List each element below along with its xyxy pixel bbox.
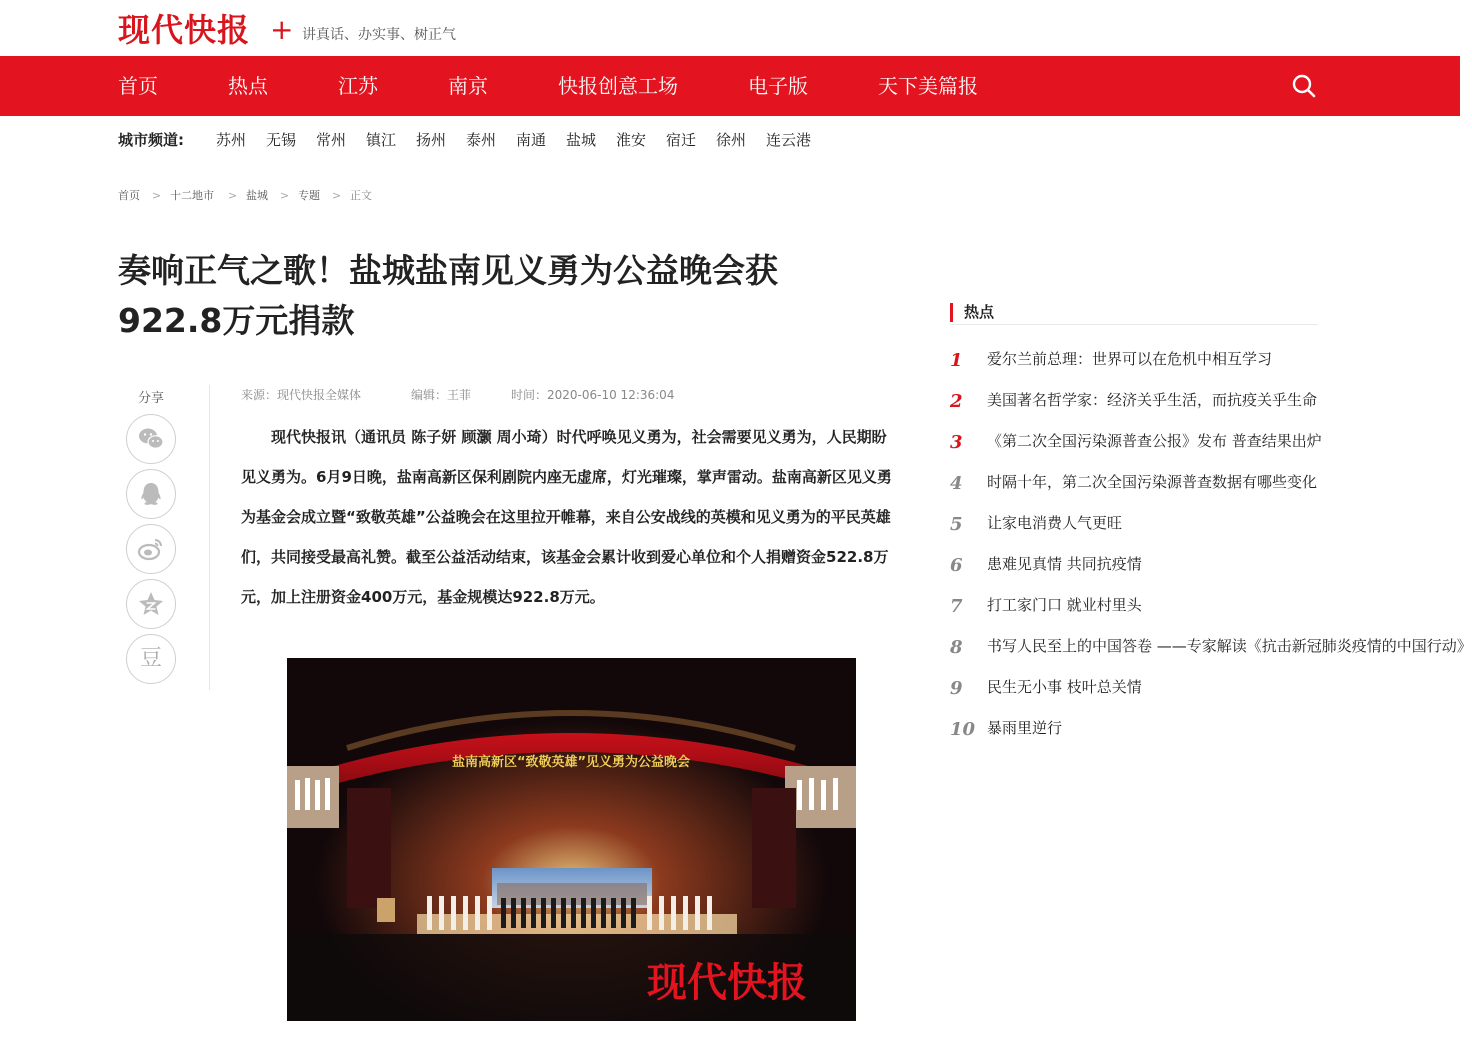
nav-item-home[interactable]: 首页 (118, 74, 158, 98)
hot-item-rank: 8 (950, 637, 963, 658)
city-link-wuxi[interactable]: 无锡 (266, 131, 297, 149)
article-time: 时间：2020-06-10 12:36:04 (511, 388, 675, 402)
breadcrumb-current: 正文 (350, 189, 372, 202)
search-icon[interactable] (1290, 72, 1318, 100)
city-link-suzhou[interactable]: 苏州 (216, 131, 247, 149)
nav-item-epaper[interactable]: 电子版 (748, 74, 808, 98)
share-qq-button[interactable] (126, 469, 176, 519)
hot-item-rank: 7 (950, 596, 963, 617)
hot-item-rank: 10 (950, 719, 976, 740)
hot-item-link[interactable]: 暴雨里逆行 (987, 719, 1063, 737)
hot-item-rank: 1 (950, 350, 963, 371)
city-link-suqian[interactable]: 宿迁 (666, 131, 697, 149)
article-title: 奏响正气之歌！盐城盐南见义勇为公益晚会获922.8万元捐款 (118, 251, 778, 340)
site-slogan: 讲真话、办实事、树正气 (302, 27, 456, 43)
breadcrumb-topic[interactable]: 专题 (298, 189, 320, 202)
hot-list-header (950, 303, 1318, 325)
share-wechat-button[interactable] (126, 414, 176, 464)
logo-plus: + (270, 13, 294, 46)
photo-banner-text: 盐南高新区“致敬英雄”见义勇为公益晚会 (451, 755, 691, 770)
hot-item-link[interactable]: 《第二次全国污染源普查公报》发布 普查结果出炉 (987, 432, 1322, 450)
article-photo (287, 658, 856, 1021)
nav-item-hot[interactable]: 热点 (228, 74, 268, 98)
hot-item-link[interactable]: 打工家门口 就业村里头 (987, 596, 1142, 614)
hot-item-link[interactable]: 美国著名哲学家：经济关乎生活，而抗疫关乎生命 (987, 391, 1318, 409)
hot-item[interactable] (950, 509, 1318, 537)
article-source: 来源：现代快报全媒体 (241, 388, 362, 402)
share-douban-button[interactable] (126, 634, 176, 684)
nav-item-creative[interactable]: 快报创意工场 (558, 74, 678, 98)
nav-item-nanjing[interactable]: 南京 (448, 74, 488, 98)
hot-item[interactable] (950, 714, 1318, 742)
city-link-yangzhou[interactable]: 扬州 (416, 131, 447, 149)
share-qzone-button[interactable] (126, 579, 176, 629)
hot-list-accent (950, 303, 953, 322)
hot-item[interactable] (950, 632, 1472, 660)
city-link-xuzhou[interactable]: 徐州 (716, 131, 747, 149)
share-panel (118, 385, 210, 690)
hot-item-link[interactable]: 患难见真情 共同抗疫情 (987, 555, 1142, 573)
article-body: 现代快报讯（通讯员 陈子妍 顾灏 周小琦）时代呼唤见义勇为，社会需要见义勇为，人民期盼见义勇为。6月9日晚，盐南高新区保利剧院内座无虚席，灯光璀璨，掌声雷动。盐南高新区见义勇为基金会成立暨“致敬英雄”公益晚会在这里拉开帷幕，来自公安战线的英模和见义勇为的平民英雄们，共同接受最高礼赞。截至公益活动结束，该基金会累计收到爱心单位和个人捐赠资金522.8万元，加上注册资金400万元，基金规模达922.8万元。 (241, 428, 892, 606)
douban-icon: 豆 (139, 646, 162, 671)
city-link-yancheng[interactable]: 盐城 (566, 131, 597, 149)
chevron-right-icon: > (332, 189, 342, 202)
nav-item-jiangsu[interactable]: 江苏 (338, 74, 378, 98)
breadcrumb-home[interactable]: 首页 (118, 189, 140, 202)
hot-item-rank: 6 (950, 555, 963, 576)
main-nav (0, 56, 1460, 116)
hot-item-link[interactable]: 爱尔兰前总理：世界可以在危机中相互学习 (987, 350, 1273, 368)
share-label: 分享 (137, 391, 164, 406)
wechat-icon (136, 424, 166, 454)
site-logo[interactable]: 现代快报 (118, 11, 251, 49)
hot-item[interactable] (950, 673, 1318, 701)
breadcrumb-yancheng[interactable]: 盐城 (246, 189, 268, 202)
photo-watermark: 现代快报 (647, 959, 807, 1006)
hot-item-link[interactable]: 民生无小事 枝叶总关情 (987, 678, 1142, 696)
hot-item-rank: 9 (950, 678, 963, 699)
hot-item[interactable] (950, 345, 1318, 373)
hot-item[interactable] (950, 386, 1318, 414)
hot-item[interactable] (950, 550, 1318, 578)
qzone-icon (136, 589, 166, 619)
top-header (0, 0, 1460, 56)
hot-list-title: 热点 (964, 303, 995, 321)
chevron-right-icon: > (228, 189, 238, 202)
hot-item[interactable] (950, 427, 1322, 455)
city-link-zhenjiang[interactable]: 镇江 (366, 131, 397, 149)
chevron-right-icon: > (152, 189, 162, 202)
city-link-nantong[interactable]: 南通 (516, 131, 547, 149)
share-weibo-button[interactable] (126, 524, 176, 574)
city-link-huaian[interactable]: 淮安 (616, 131, 647, 149)
hot-item-rank: 5 (950, 514, 963, 535)
hot-item-rank: 2 (950, 391, 963, 412)
city-channel-label: 城市频道: (118, 131, 184, 149)
hot-item-link[interactable]: 时隔十年，第二次全国污染源普查数据有哪些变化 (987, 473, 1318, 491)
city-link-lianyungang[interactable]: 连云港 (766, 131, 812, 149)
hot-item-link[interactable]: 书写人民至上的中国答卷 ——专家解读《抗击新冠肺炎疫情的中国行动》 (987, 637, 1472, 655)
city-link-taizhou[interactable]: 泰州 (466, 131, 497, 149)
hot-item-link[interactable]: 让家电消费人气更旺 (987, 514, 1123, 532)
nav-item-meipian[interactable]: 天下美篇报 (878, 74, 978, 98)
weibo-icon (136, 534, 166, 564)
hot-item[interactable] (950, 468, 1318, 496)
hot-item-rank: 3 (950, 432, 963, 453)
hot-item[interactable] (950, 591, 1318, 619)
article-editor: 编辑：王菲 (411, 388, 472, 402)
chevron-right-icon: > (280, 189, 290, 202)
city-link-changzhou[interactable]: 常州 (316, 131, 347, 149)
breadcrumb-cities[interactable]: 十二地市 (170, 189, 214, 202)
hot-item-rank: 4 (950, 473, 963, 494)
qq-icon (136, 479, 166, 509)
